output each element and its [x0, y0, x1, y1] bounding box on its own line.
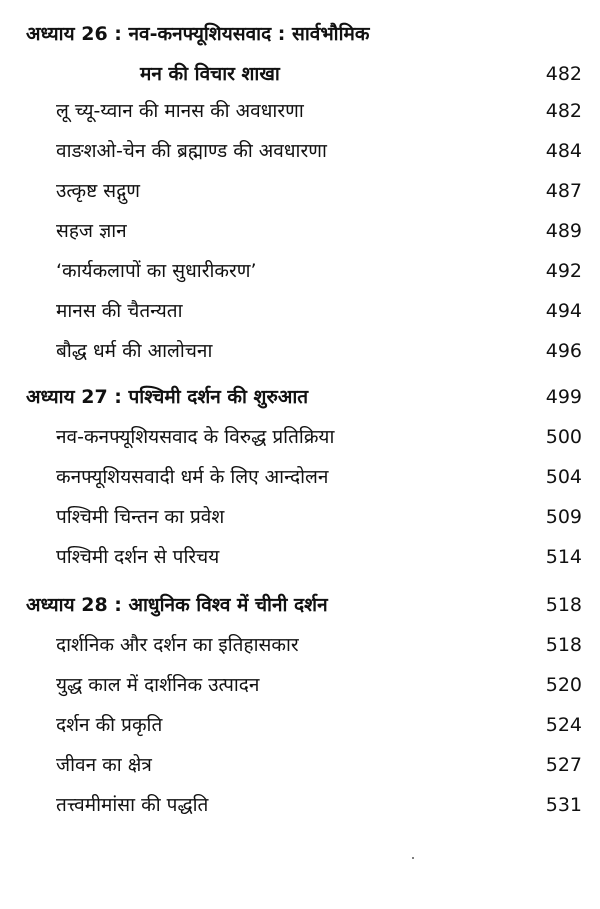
entry-title: दर्शन की प्रकृति — [56, 714, 163, 736]
page-number: 492 — [545, 260, 582, 282]
page-number: 518 — [545, 634, 582, 656]
page-number: 518 — [545, 594, 582, 616]
page-number: 527 — [545, 754, 582, 776]
entry-title: कनफ्यूशियसवादी धर्म के लिए आन्दोलन — [56, 466, 329, 488]
page-number: 509 — [545, 506, 582, 528]
page-number: 496 — [545, 340, 582, 362]
entry-title: पश्चिमी दर्शन से परिचय — [56, 546, 220, 568]
entry-title: वाङशओ-चेन की ब्रह्माण्ड की अवधारणा — [56, 140, 327, 162]
entry-title: पश्चिमी चिन्तन का प्रवेश — [56, 506, 225, 528]
chapter-title-line2: मन की विचार शाखा — [140, 63, 280, 85]
page-number: 482 — [545, 63, 582, 85]
entry-title: युद्ध काल में दार्शनिक उत्पादन — [56, 674, 260, 696]
page-number: 520 — [545, 674, 582, 696]
page-number: 489 — [545, 220, 582, 242]
chapter-title: अध्याय 26 : नव-कनफ्यूशियसवाद : सार्वभौमिक — [26, 23, 370, 45]
page-number: 484 — [545, 140, 582, 162]
entry-title: ‘कार्यकलापों का सुधारीकरण’ — [56, 260, 257, 282]
page-number: 487 — [545, 180, 582, 202]
entry-title: नव-कनफ्यूशियसवाद के विरुद्ध प्रतिक्रिया — [56, 426, 335, 448]
page-number: 499 — [545, 386, 582, 408]
entry-title: तत्त्वमीमांसा की पद्धति — [56, 794, 209, 816]
chapter-title: अध्याय 28 : आधुनिक विश्व में चीनी दर्शन — [26, 594, 328, 616]
page-number: 524 — [545, 714, 582, 736]
scan-speck — [412, 857, 414, 859]
page-number: 500 — [545, 426, 582, 448]
entry-title: जीवन का क्षेत्र — [56, 754, 152, 776]
entry-title: सहज ज्ञान — [56, 220, 127, 242]
page-number: 504 — [545, 466, 582, 488]
chapter-title: अध्याय 27 : पश्चिमी दर्शन की शुरुआत — [26, 386, 309, 408]
page-number: 514 — [545, 546, 582, 568]
entry-title: मानस की चैतन्यता — [56, 300, 183, 322]
page-number: 531 — [545, 794, 582, 816]
page-number: 482 — [545, 100, 582, 122]
entry-title: दार्शनिक और दर्शन का इतिहासकार — [56, 634, 299, 656]
page-number: 494 — [545, 300, 582, 322]
entry-title: उत्कृष्ट सद्गुण — [56, 180, 140, 202]
entry-title: लू च्यू-य्वान की मानस की अवधारणा — [56, 100, 304, 122]
entry-title: बौद्ध धर्म की आलोचना — [56, 340, 213, 362]
